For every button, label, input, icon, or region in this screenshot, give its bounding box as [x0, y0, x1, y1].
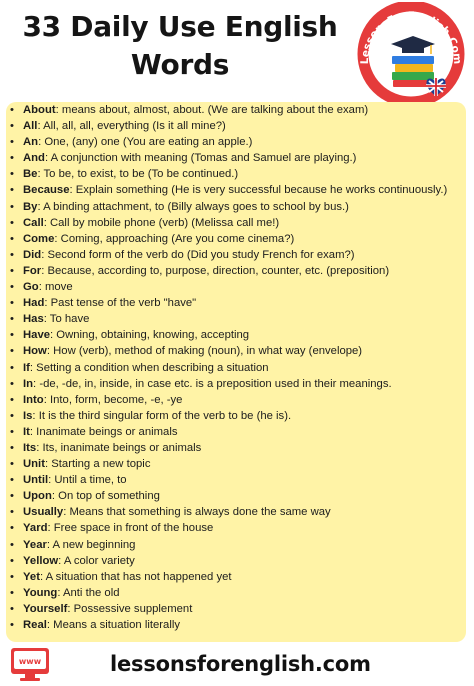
word-term: And — [23, 152, 45, 165]
word-definition: : Anti the old — [57, 586, 120, 599]
word-definition: : Means a situation literally — [46, 619, 180, 631]
word-definition: : Call by mobile phone (verb) (Melissa call me!) — [43, 216, 280, 229]
list-item — [6, 617, 460, 633]
word-term: Because — [23, 184, 70, 197]
list-item — [6, 553, 460, 569]
list-item — [6, 134, 460, 150]
list-item — [6, 118, 460, 134]
word-definition: : Owning, obtaining, knowing, accepting — [50, 329, 250, 342]
word-definition: : To have — [43, 313, 90, 326]
list-item — [6, 376, 460, 392]
word-term: Call — [23, 216, 44, 229]
word-definition: : means about, almost, about. (We are talking about the exam) — [55, 104, 369, 116]
list-item — [6, 247, 460, 263]
word-definition: : Means that something is always done the same way — [63, 506, 331, 519]
word-definition: : On top of something — [51, 490, 160, 503]
word-definition: : A color variety — [58, 554, 135, 567]
word-term: It — [23, 425, 30, 438]
list-item — [6, 585, 460, 601]
word-term: Go — [23, 281, 39, 294]
list-item — [6, 504, 460, 520]
word-term: In — [23, 377, 34, 390]
word-term: Has — [23, 313, 44, 326]
word-term: Yellow — [23, 554, 59, 567]
word-definition: : Possessive supplement — [67, 602, 193, 615]
word-term: All — [23, 120, 38, 133]
list-item — [6, 569, 460, 585]
word-term: Its — [23, 441, 37, 454]
list-item — [6, 231, 460, 247]
word-term: Into — [23, 393, 44, 406]
word-term: Upon — [23, 490, 52, 503]
list-item — [6, 424, 460, 440]
list-item — [6, 295, 460, 311]
word-definition: : Past tense of the verb "have" — [44, 297, 197, 310]
list-item — [6, 279, 460, 295]
list-item — [6, 440, 460, 456]
word-term: Usually — [23, 506, 64, 519]
list-item — [6, 601, 460, 617]
word-term: Come — [23, 232, 55, 245]
word-term: By — [23, 200, 38, 213]
word-list — [6, 102, 466, 633]
list-item — [6, 182, 460, 198]
word-term: Be — [23, 168, 38, 181]
word-term: Yard — [23, 522, 48, 535]
word-definition: : Free space in front of the house — [47, 522, 214, 535]
word-definition: : Until a time, to — [48, 474, 127, 487]
logo-text: LessonsForEnglish.Com — [358, 9, 464, 65]
list-item — [6, 456, 460, 472]
list-item — [6, 392, 460, 408]
list-item — [6, 360, 460, 376]
word-definition: : A binding attachment, to (Billy always goes to school by bus.) — [37, 200, 349, 213]
www-icon — [10, 646, 50, 682]
word-definition: : All, all, all, everything (Is it all mine?) — [37, 120, 226, 133]
word-term: How — [23, 345, 47, 358]
list-item — [6, 150, 460, 166]
word-term: If — [23, 361, 30, 374]
word-term: An — [23, 136, 39, 149]
list-item — [6, 327, 460, 343]
list-item — [6, 408, 460, 424]
svg-text:www: www — [18, 657, 42, 666]
list-item — [6, 311, 460, 327]
word-definition: : To be, to exist, to be (To be continued.) — [37, 168, 239, 181]
word-term: Unit — [23, 458, 45, 471]
list-item — [6, 199, 460, 215]
word-definition: : Starting a new topic — [44, 458, 151, 471]
word-term: Until — [23, 474, 49, 487]
word-term: For — [23, 264, 42, 277]
word-definition: : -de, -de, in, inside, in case etc. is a preposition used in their meanings. — [33, 377, 392, 390]
word-term: Is — [23, 409, 33, 422]
word-list-panel — [6, 102, 466, 642]
word-term: Real — [23, 619, 47, 631]
word-definition: : Setting a condition when describing a situation — [29, 361, 269, 374]
lessonsforenglish-logo — [352, 2, 470, 106]
list-item — [6, 343, 460, 359]
list-item — [6, 520, 460, 536]
word-definition: : Explain something (He is very successful because he works continuously.) — [69, 184, 448, 197]
word-term: Had — [23, 297, 45, 310]
list-item — [6, 488, 460, 504]
page-title-line-2: Words — [130, 48, 230, 81]
word-definition: : A conjunction with meaning (Tomas and Samuel are playing.) — [44, 152, 357, 165]
list-item — [6, 166, 460, 182]
list-item — [6, 537, 460, 553]
word-term: Yet — [23, 570, 40, 583]
list-item — [6, 263, 460, 279]
word-definition: : A new beginning — [46, 538, 136, 551]
word-definition: : Because, according to, purpose, direction, counter, etc. (preposition) — [41, 264, 390, 277]
word-term: Year — [23, 538, 47, 551]
word-definition: : Its, inanimate beings or animals — [36, 441, 202, 454]
page-title — [0, 8, 360, 84]
word-term: Young — [23, 586, 58, 599]
footer-website-url: lessonsforenglish.com — [110, 652, 371, 676]
word-term: Have — [23, 329, 51, 342]
word-term: Did — [23, 248, 42, 261]
list-item — [6, 472, 460, 488]
page-title-line-1: 33 Daily Use English — [22, 10, 338, 43]
word-definition: : Inanimate beings or animals — [29, 425, 178, 438]
word-term: About — [23, 104, 56, 116]
word-definition: : Second form of the verb do (Did you study French for exam?) — [41, 248, 355, 261]
word-definition: : A situation that has not happened yet — [39, 570, 232, 583]
word-definition: : Into, form, become, -e, -ye — [43, 393, 183, 406]
word-term: Yourself — [23, 602, 68, 615]
list-item — [6, 102, 460, 118]
word-definition: : One, (any) one (You are eating an apple.) — [38, 136, 253, 149]
word-definition: : It is the third singular form of the verb to be (he is). — [32, 409, 292, 422]
word-definition: : Coming, approaching (Are you come cinema?) — [54, 232, 295, 245]
word-definition: : move — [38, 281, 73, 294]
list-item — [6, 215, 460, 231]
word-definition: : How (verb), method of making (noun), in what way (envelope) — [46, 345, 363, 358]
